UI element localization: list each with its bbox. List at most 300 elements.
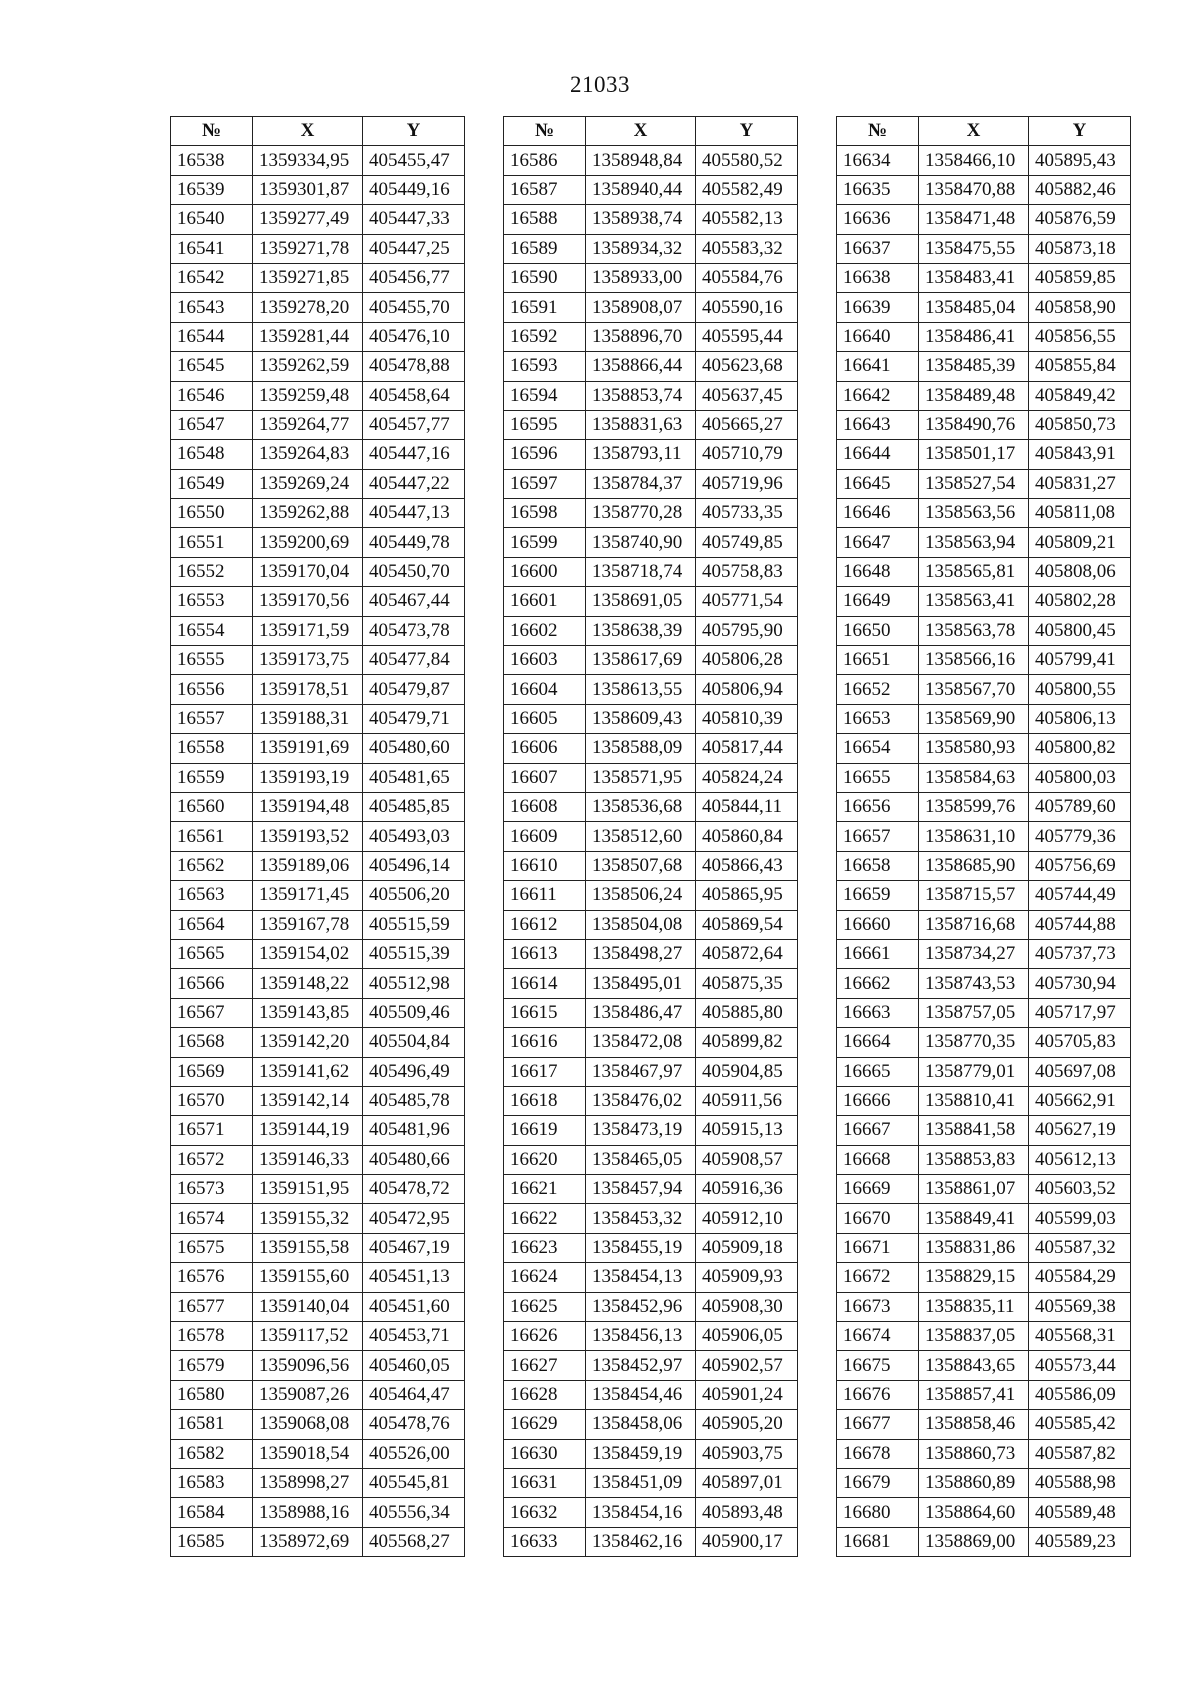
y-coordinate-cell: 405585,42 <box>1029 1410 1131 1439</box>
x-coordinate-cell: 1358512,60 <box>586 822 696 851</box>
table-row <box>171 646 465 675</box>
table-row <box>837 763 1131 792</box>
y-coordinate-cell: 405481,65 <box>363 763 465 792</box>
y-coordinate-cell: 405806,94 <box>696 675 798 704</box>
table-row <box>504 1086 798 1115</box>
y-coordinate-cell: 405447,25 <box>363 234 465 263</box>
table-row <box>504 969 798 998</box>
point-number-cell: 16547 <box>171 410 253 439</box>
point-number-cell: 16589 <box>504 234 586 263</box>
x-coordinate-cell: 1358779,01 <box>919 1057 1029 1086</box>
point-number-cell: 16673 <box>837 1292 919 1321</box>
y-coordinate-cell: 405916,36 <box>696 1175 798 1204</box>
y-coordinate-cell: 405903,75 <box>696 1439 798 1468</box>
point-number-cell: 16635 <box>837 175 919 204</box>
x-coordinate-cell: 1359170,04 <box>253 557 363 586</box>
point-number-cell: 16657 <box>837 822 919 851</box>
x-coordinate-cell: 1358485,04 <box>919 293 1029 322</box>
point-number-cell: 16551 <box>171 528 253 557</box>
table-row <box>837 851 1131 880</box>
y-coordinate-cell: 405587,32 <box>1029 1233 1131 1262</box>
table-row <box>171 822 465 851</box>
x-coordinate-cell: 1358454,13 <box>586 1263 696 1292</box>
y-coordinate-cell: 405843,91 <box>1029 440 1131 469</box>
point-number-cell: 16658 <box>837 851 919 880</box>
point-number-cell: 16607 <box>504 763 586 792</box>
header-number: № <box>171 117 253 146</box>
table-row <box>504 322 798 351</box>
table-row <box>837 1028 1131 1057</box>
point-number-cell: 16576 <box>171 1263 253 1292</box>
x-coordinate-cell: 1358691,05 <box>586 587 696 616</box>
header-y: Y <box>363 117 465 146</box>
y-coordinate-cell: 405526,00 <box>363 1439 465 1468</box>
point-number-cell: 16611 <box>504 881 586 910</box>
table-row <box>504 557 798 586</box>
y-coordinate-cell: 405451,60 <box>363 1292 465 1321</box>
point-number-cell: 16608 <box>504 792 586 821</box>
table-row <box>171 1086 465 1115</box>
x-coordinate-cell: 1358473,19 <box>586 1116 696 1145</box>
y-coordinate-cell: 405453,71 <box>363 1322 465 1351</box>
y-coordinate-cell: 405885,80 <box>696 998 798 1027</box>
y-coordinate-cell: 405457,77 <box>363 410 465 439</box>
y-coordinate-cell: 405449,78 <box>363 528 465 557</box>
x-coordinate-cell: 1358613,55 <box>586 675 696 704</box>
x-coordinate-cell: 1358489,48 <box>919 381 1029 410</box>
x-coordinate-cell: 1358948,84 <box>586 146 696 175</box>
x-coordinate-cell: 1358857,41 <box>919 1380 1029 1409</box>
y-coordinate-cell: 405771,54 <box>696 587 798 616</box>
point-number-cell: 16602 <box>504 616 586 645</box>
point-number-cell: 16641 <box>837 352 919 381</box>
point-number-cell: 16623 <box>504 1233 586 1262</box>
x-coordinate-cell: 1358454,46 <box>586 1380 696 1409</box>
table-row <box>171 1527 465 1556</box>
y-coordinate-cell: 405800,45 <box>1029 616 1131 645</box>
x-coordinate-cell: 1358685,90 <box>919 851 1029 880</box>
x-coordinate-cell: 1359334,95 <box>253 146 363 175</box>
table-row <box>837 1292 1131 1321</box>
table-row <box>837 175 1131 204</box>
x-coordinate-cell: 1359278,20 <box>253 293 363 322</box>
table-row <box>171 499 465 528</box>
point-number-cell: 16669 <box>837 1175 919 1204</box>
y-coordinate-cell: 405779,36 <box>1029 822 1131 851</box>
point-number-cell: 16638 <box>837 263 919 292</box>
y-coordinate-cell: 405589,48 <box>1029 1498 1131 1527</box>
y-coordinate-cell: 405904,85 <box>696 1057 798 1086</box>
table-row <box>171 675 465 704</box>
point-number-cell: 16539 <box>171 175 253 204</box>
table-row <box>504 499 798 528</box>
table-row <box>171 616 465 645</box>
point-number-cell: 16605 <box>504 704 586 733</box>
point-number-cell: 16603 <box>504 646 586 675</box>
y-coordinate-cell: 405844,11 <box>696 792 798 821</box>
y-coordinate-cell: 405467,44 <box>363 587 465 616</box>
point-number-cell: 16659 <box>837 881 919 910</box>
table-row <box>837 1498 1131 1527</box>
point-number-cell: 16655 <box>837 763 919 792</box>
point-number-cell: 16599 <box>504 528 586 557</box>
point-number-cell: 16542 <box>171 263 253 292</box>
table-row <box>171 1498 465 1527</box>
y-coordinate-cell: 405455,70 <box>363 293 465 322</box>
table-row <box>837 205 1131 234</box>
table-row <box>171 851 465 880</box>
table-row <box>837 234 1131 263</box>
table-row <box>837 822 1131 851</box>
table-row <box>837 146 1131 175</box>
x-coordinate-cell: 1359155,60 <box>253 1263 363 1292</box>
y-coordinate-cell: 405744,88 <box>1029 910 1131 939</box>
y-coordinate-cell: 405589,23 <box>1029 1527 1131 1556</box>
y-coordinate-cell: 405447,33 <box>363 205 465 234</box>
y-coordinate-cell: 405856,55 <box>1029 322 1131 351</box>
y-coordinate-cell: 405795,90 <box>696 616 798 645</box>
y-coordinate-cell: 405824,24 <box>696 763 798 792</box>
y-coordinate-cell: 405451,13 <box>363 1263 465 1292</box>
x-coordinate-cell: 1358563,56 <box>919 499 1029 528</box>
y-coordinate-cell: 405911,56 <box>696 1086 798 1115</box>
y-coordinate-cell: 405586,09 <box>1029 1380 1131 1409</box>
table-row <box>504 1116 798 1145</box>
x-coordinate-cell: 1358869,00 <box>919 1527 1029 1556</box>
x-coordinate-cell: 1358485,39 <box>919 352 1029 381</box>
y-coordinate-cell: 405662,91 <box>1029 1086 1131 1115</box>
table-row <box>504 234 798 263</box>
x-coordinate-cell: 1358565,81 <box>919 557 1029 586</box>
point-number-cell: 16562 <box>171 851 253 880</box>
x-coordinate-cell: 1358793,11 <box>586 440 696 469</box>
x-coordinate-cell: 1359146,33 <box>253 1145 363 1174</box>
point-number-cell: 16561 <box>171 822 253 851</box>
x-coordinate-cell: 1358718,74 <box>586 557 696 586</box>
y-coordinate-cell: 405873,18 <box>1029 234 1131 263</box>
x-coordinate-cell: 1358506,24 <box>586 881 696 910</box>
x-coordinate-cell: 1358933,00 <box>586 263 696 292</box>
point-number-cell: 16567 <box>171 998 253 1027</box>
y-coordinate-cell: 405506,20 <box>363 881 465 910</box>
x-coordinate-cell: 1359191,69 <box>253 734 363 763</box>
point-number-cell: 16610 <box>504 851 586 880</box>
y-coordinate-cell: 405485,85 <box>363 792 465 821</box>
x-coordinate-cell: 1358476,02 <box>586 1086 696 1115</box>
x-coordinate-cell: 1358495,01 <box>586 969 696 998</box>
y-coordinate-cell: 405865,95 <box>696 881 798 910</box>
x-coordinate-cell: 1358784,37 <box>586 469 696 498</box>
coordinate-table-3 <box>836 116 1131 1557</box>
table-row <box>504 263 798 292</box>
y-coordinate-cell: 405902,57 <box>696 1351 798 1380</box>
point-number-cell: 16538 <box>171 146 253 175</box>
point-number-cell: 16580 <box>171 1380 253 1409</box>
table-row <box>171 440 465 469</box>
y-coordinate-cell: 405509,46 <box>363 998 465 1027</box>
table-row <box>837 587 1131 616</box>
point-number-cell: 16631 <box>504 1468 586 1497</box>
table-row <box>504 1410 798 1439</box>
y-coordinate-cell: 405481,96 <box>363 1116 465 1145</box>
table-row <box>171 969 465 998</box>
x-coordinate-cell: 1359140,04 <box>253 1292 363 1321</box>
point-number-cell: 16578 <box>171 1322 253 1351</box>
table-row <box>171 763 465 792</box>
table-row <box>837 1263 1131 1292</box>
x-coordinate-cell: 1359096,56 <box>253 1351 363 1380</box>
x-coordinate-cell: 1358498,27 <box>586 939 696 968</box>
x-coordinate-cell: 1359271,85 <box>253 263 363 292</box>
y-coordinate-cell: 405895,43 <box>1029 146 1131 175</box>
point-number-cell: 16592 <box>504 322 586 351</box>
table-row <box>837 1116 1131 1145</box>
x-coordinate-cell: 1359262,59 <box>253 352 363 381</box>
x-coordinate-cell: 1358988,16 <box>253 1498 363 1527</box>
table-row <box>837 469 1131 498</box>
table-row <box>504 175 798 204</box>
table-row <box>171 939 465 968</box>
table-row <box>171 704 465 733</box>
table-row <box>171 1410 465 1439</box>
x-coordinate-cell: 1358998,27 <box>253 1468 363 1497</box>
table-row <box>171 1116 465 1145</box>
page-number: 21033 <box>570 72 630 97</box>
y-coordinate-cell: 405458,64 <box>363 381 465 410</box>
point-number-cell: 16664 <box>837 1028 919 1057</box>
y-coordinate-cell: 405733,35 <box>696 499 798 528</box>
point-number-cell: 16560 <box>171 792 253 821</box>
coordinate-table-1 <box>170 116 465 1557</box>
table-row <box>504 910 798 939</box>
table-row <box>504 410 798 439</box>
table-row <box>837 1468 1131 1497</box>
table-row <box>171 1439 465 1468</box>
table-row <box>837 704 1131 733</box>
x-coordinate-cell: 1358563,78 <box>919 616 1029 645</box>
y-coordinate-cell: 405875,35 <box>696 969 798 998</box>
table-row <box>171 1145 465 1174</box>
table-row <box>837 499 1131 528</box>
point-number-cell: 16559 <box>171 763 253 792</box>
y-coordinate-cell: 405479,71 <box>363 704 465 733</box>
point-number-cell: 16645 <box>837 469 919 498</box>
point-number-cell: 16554 <box>171 616 253 645</box>
x-coordinate-cell: 1358609,43 <box>586 704 696 733</box>
table-row <box>837 939 1131 968</box>
point-number-cell: 16606 <box>504 734 586 763</box>
table-row <box>504 1028 798 1057</box>
x-coordinate-cell: 1359167,78 <box>253 910 363 939</box>
table-row <box>171 1468 465 1497</box>
y-coordinate-cell: 405897,01 <box>696 1468 798 1497</box>
table-row <box>837 881 1131 910</box>
y-coordinate-cell: 405876,59 <box>1029 205 1131 234</box>
table-row <box>837 1175 1131 1204</box>
point-number-cell: 16565 <box>171 939 253 968</box>
header-y: Y <box>1029 117 1131 146</box>
table-row <box>837 1380 1131 1409</box>
point-number-cell: 16629 <box>504 1410 586 1439</box>
table-row <box>171 293 465 322</box>
point-number-cell: 16569 <box>171 1057 253 1086</box>
x-coordinate-cell: 1359301,87 <box>253 175 363 204</box>
point-number-cell: 16594 <box>504 381 586 410</box>
table-row <box>504 822 798 851</box>
y-coordinate-cell: 405582,49 <box>696 175 798 204</box>
x-coordinate-cell: 1358456,13 <box>586 1322 696 1351</box>
y-coordinate-cell: 405817,44 <box>696 734 798 763</box>
point-number-cell: 16579 <box>171 1351 253 1380</box>
x-coordinate-cell: 1358454,16 <box>586 1498 696 1527</box>
x-coordinate-cell: 1359142,14 <box>253 1086 363 1115</box>
x-coordinate-cell: 1358490,76 <box>919 410 1029 439</box>
point-number-cell: 16564 <box>171 910 253 939</box>
table-row <box>837 381 1131 410</box>
table-row <box>504 646 798 675</box>
table-row <box>504 1145 798 1174</box>
point-number-cell: 16585 <box>171 1527 253 1556</box>
table-row <box>504 205 798 234</box>
x-coordinate-cell: 1358451,09 <box>586 1468 696 1497</box>
x-coordinate-cell: 1359154,02 <box>253 939 363 968</box>
y-coordinate-cell: 405515,59 <box>363 910 465 939</box>
x-coordinate-cell: 1358896,70 <box>586 322 696 351</box>
table-row <box>171 792 465 821</box>
y-coordinate-cell: 405901,24 <box>696 1380 798 1409</box>
y-coordinate-cell: 405464,47 <box>363 1380 465 1409</box>
y-coordinate-cell: 405456,77 <box>363 263 465 292</box>
point-number-cell: 16574 <box>171 1204 253 1233</box>
y-coordinate-cell: 405569,38 <box>1029 1292 1131 1321</box>
y-coordinate-cell: 405899,82 <box>696 1028 798 1057</box>
x-coordinate-cell: 1358631,10 <box>919 822 1029 851</box>
x-coordinate-cell: 1359193,19 <box>253 763 363 792</box>
y-coordinate-cell: 405811,08 <box>1029 499 1131 528</box>
point-number-cell: 16639 <box>837 293 919 322</box>
y-coordinate-cell: 405849,42 <box>1029 381 1131 410</box>
x-coordinate-cell: 1358858,46 <box>919 1410 1029 1439</box>
table-row <box>837 1086 1131 1115</box>
y-coordinate-cell: 405872,64 <box>696 939 798 968</box>
table-row <box>504 352 798 381</box>
x-coordinate-cell: 1358853,74 <box>586 381 696 410</box>
x-coordinate-cell: 1359189,06 <box>253 851 363 880</box>
table-row <box>837 1322 1131 1351</box>
table-row <box>171 557 465 586</box>
x-coordinate-cell: 1358486,41 <box>919 322 1029 351</box>
point-number-cell: 16555 <box>171 646 253 675</box>
y-coordinate-cell: 405806,13 <box>1029 704 1131 733</box>
point-number-cell: 16681 <box>837 1527 919 1556</box>
x-coordinate-cell: 1358457,94 <box>586 1175 696 1204</box>
y-coordinate-cell: 405719,96 <box>696 469 798 498</box>
y-coordinate-cell: 405799,41 <box>1029 646 1131 675</box>
y-coordinate-cell: 405556,34 <box>363 1498 465 1527</box>
y-coordinate-cell: 405909,93 <box>696 1263 798 1292</box>
point-number-cell: 16660 <box>837 910 919 939</box>
header-x: X <box>253 117 363 146</box>
table-row <box>837 410 1131 439</box>
y-coordinate-cell: 405627,19 <box>1029 1116 1131 1145</box>
header-number: № <box>504 117 586 146</box>
y-coordinate-cell: 405587,82 <box>1029 1439 1131 1468</box>
table-row <box>837 1439 1131 1468</box>
point-number-cell: 16632 <box>504 1498 586 1527</box>
point-number-cell: 16600 <box>504 557 586 586</box>
table-row <box>504 146 798 175</box>
point-number-cell: 16656 <box>837 792 919 821</box>
table-row <box>837 910 1131 939</box>
point-number-cell: 16640 <box>837 322 919 351</box>
point-number-cell: 16593 <box>504 352 586 381</box>
y-coordinate-cell: 405737,73 <box>1029 939 1131 968</box>
x-coordinate-cell: 1358599,76 <box>919 792 1029 821</box>
x-coordinate-cell: 1359143,85 <box>253 998 363 1027</box>
point-number-cell: 16650 <box>837 616 919 645</box>
table-row <box>171 587 465 616</box>
x-coordinate-cell: 1359193,52 <box>253 822 363 851</box>
table-row <box>504 440 798 469</box>
x-coordinate-cell: 1359200,69 <box>253 528 363 557</box>
point-number-cell: 16548 <box>171 440 253 469</box>
table-row <box>504 616 798 645</box>
point-number-cell: 16648 <box>837 557 919 586</box>
y-coordinate-cell: 405789,60 <box>1029 792 1131 821</box>
point-number-cell: 16626 <box>504 1322 586 1351</box>
point-number-cell: 16674 <box>837 1322 919 1351</box>
point-number-cell: 16670 <box>837 1204 919 1233</box>
x-coordinate-cell: 1359141,62 <box>253 1057 363 1086</box>
point-number-cell: 16549 <box>171 469 253 498</box>
table-row <box>837 734 1131 763</box>
x-coordinate-cell: 1358638,39 <box>586 616 696 645</box>
y-coordinate-cell: 405447,13 <box>363 499 465 528</box>
point-number-cell: 16582 <box>171 1439 253 1468</box>
x-coordinate-cell: 1359171,59 <box>253 616 363 645</box>
y-coordinate-cell: 405802,28 <box>1029 587 1131 616</box>
y-coordinate-cell: 405705,83 <box>1029 1028 1131 1057</box>
x-coordinate-cell: 1358829,15 <box>919 1263 1029 1292</box>
table-row <box>171 469 465 498</box>
point-number-cell: 16546 <box>171 381 253 410</box>
point-number-cell: 16597 <box>504 469 586 498</box>
y-coordinate-cell: 405603,52 <box>1029 1175 1131 1204</box>
table-row <box>171 410 465 439</box>
point-number-cell: 16595 <box>504 410 586 439</box>
point-number-cell: 16624 <box>504 1263 586 1292</box>
x-coordinate-cell: 1358501,17 <box>919 440 1029 469</box>
y-coordinate-cell: 405472,95 <box>363 1204 465 1233</box>
table-row <box>171 881 465 910</box>
table-row <box>837 322 1131 351</box>
y-coordinate-cell: 405568,27 <box>363 1527 465 1556</box>
y-coordinate-cell: 405637,45 <box>696 381 798 410</box>
point-number-cell: 16651 <box>837 646 919 675</box>
point-number-cell: 16668 <box>837 1145 919 1174</box>
point-number-cell: 16643 <box>837 410 919 439</box>
x-coordinate-cell: 1358716,68 <box>919 910 1029 939</box>
y-coordinate-cell: 405504,84 <box>363 1028 465 1057</box>
x-coordinate-cell: 1358831,63 <box>586 410 696 439</box>
y-coordinate-cell: 405800,55 <box>1029 675 1131 704</box>
x-coordinate-cell: 1358458,06 <box>586 1410 696 1439</box>
x-coordinate-cell: 1358455,19 <box>586 1233 696 1262</box>
x-coordinate-cell: 1358770,28 <box>586 499 696 528</box>
y-coordinate-cell: 405478,72 <box>363 1175 465 1204</box>
x-coordinate-cell: 1358734,27 <box>919 939 1029 968</box>
x-coordinate-cell: 1358843,65 <box>919 1351 1029 1380</box>
